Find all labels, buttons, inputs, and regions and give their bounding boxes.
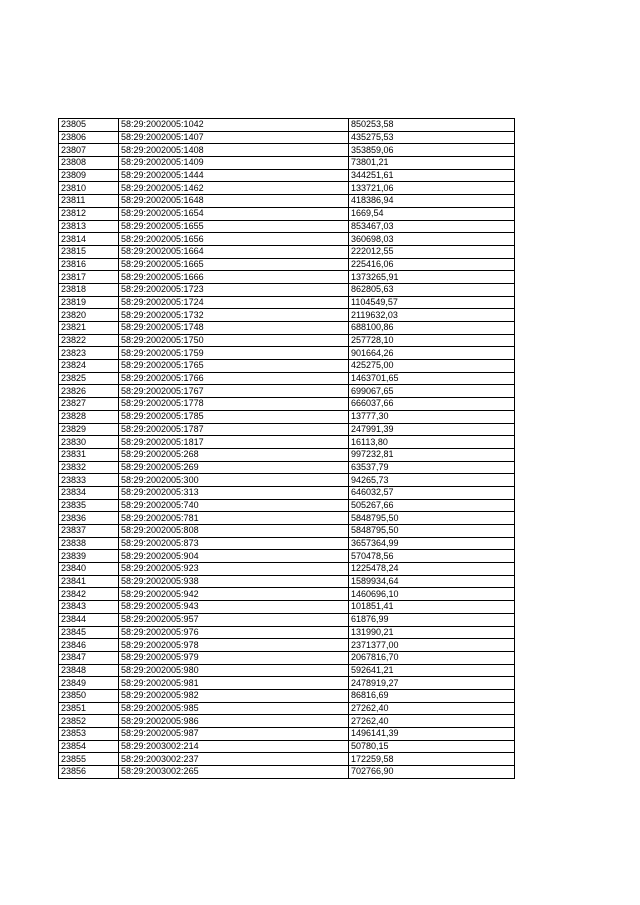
table-row bbox=[59, 144, 515, 157]
cadastral-code-cell: 58:29:2002005:781 bbox=[119, 512, 349, 525]
table-row bbox=[59, 525, 515, 538]
table-row bbox=[59, 372, 515, 385]
cadastral-code-cell: 58:29:2002005:943 bbox=[119, 601, 349, 614]
amount-cell: 360698,03 bbox=[349, 233, 515, 246]
amount-cell: 3657364,99 bbox=[349, 537, 515, 550]
row-id-cell: 23805 bbox=[59, 119, 119, 132]
table-row bbox=[59, 207, 515, 220]
row-id-cell: 23806 bbox=[59, 131, 119, 144]
table-row bbox=[59, 347, 515, 360]
cadastral-code-cell: 58:29:2002005:269 bbox=[119, 461, 349, 474]
amount-cell: 418386,94 bbox=[349, 195, 515, 208]
cadastral-code-cell: 58:29:2002005:1665 bbox=[119, 258, 349, 271]
table-row bbox=[59, 245, 515, 258]
cadastral-code-cell: 58:29:2002005:1766 bbox=[119, 372, 349, 385]
amount-cell: 850253,58 bbox=[349, 119, 515, 132]
table-row bbox=[59, 423, 515, 436]
row-id-cell: 23808 bbox=[59, 157, 119, 170]
row-id-cell: 23840 bbox=[59, 563, 119, 576]
amount-cell: 435275,53 bbox=[349, 131, 515, 144]
amount-cell: 133721,06 bbox=[349, 182, 515, 195]
amount-cell: 666037,66 bbox=[349, 398, 515, 411]
row-id-cell: 23818 bbox=[59, 283, 119, 296]
row-id-cell: 23827 bbox=[59, 398, 119, 411]
row-id-cell: 23814 bbox=[59, 233, 119, 246]
table-row bbox=[59, 271, 515, 284]
row-id-cell: 23850 bbox=[59, 689, 119, 702]
table-row bbox=[59, 512, 515, 525]
amount-cell: 592641,21 bbox=[349, 664, 515, 677]
row-id-cell: 23824 bbox=[59, 360, 119, 373]
table-row bbox=[59, 233, 515, 246]
row-id-cell: 23811 bbox=[59, 195, 119, 208]
cadastral-code-cell: 58:29:2002005:980 bbox=[119, 664, 349, 677]
row-id-cell: 23843 bbox=[59, 601, 119, 614]
cadastral-code-cell: 58:29:2002005:904 bbox=[119, 550, 349, 563]
table-row bbox=[59, 398, 515, 411]
table-row bbox=[59, 575, 515, 588]
row-id-cell: 23851 bbox=[59, 702, 119, 715]
cadastral-code-cell: 58:29:2002005:1787 bbox=[119, 423, 349, 436]
amount-cell: 1460696,10 bbox=[349, 588, 515, 601]
table-row bbox=[59, 283, 515, 296]
table-row bbox=[59, 689, 515, 702]
row-id-cell: 23856 bbox=[59, 766, 119, 779]
row-id-cell: 23829 bbox=[59, 423, 119, 436]
cadastral-code-cell: 58:29:2002005:1409 bbox=[119, 157, 349, 170]
cadastral-code-cell: 58:29:2002005:976 bbox=[119, 626, 349, 639]
row-id-cell: 23853 bbox=[59, 728, 119, 741]
row-id-cell: 23841 bbox=[59, 575, 119, 588]
table-row bbox=[59, 753, 515, 766]
amount-cell: 344251,61 bbox=[349, 169, 515, 182]
amount-cell: 1589934,64 bbox=[349, 575, 515, 588]
table-row bbox=[59, 766, 515, 779]
cadastral-code-cell: 58:29:2002005:1785 bbox=[119, 410, 349, 423]
amount-cell: 1373265,91 bbox=[349, 271, 515, 284]
table-row bbox=[59, 334, 515, 347]
row-id-cell: 23830 bbox=[59, 436, 119, 449]
cadastral-code-cell: 58:29:2002005:268 bbox=[119, 448, 349, 461]
row-id-cell: 23833 bbox=[59, 474, 119, 487]
cadastral-code-cell: 58:29:2002005:1656 bbox=[119, 233, 349, 246]
row-id-cell: 23855 bbox=[59, 753, 119, 766]
amount-cell: 702766,90 bbox=[349, 766, 515, 779]
amount-cell: 853467,03 bbox=[349, 220, 515, 233]
row-id-cell: 23848 bbox=[59, 664, 119, 677]
row-id-cell: 23823 bbox=[59, 347, 119, 360]
cadastral-code-cell: 58:29:2002005:923 bbox=[119, 563, 349, 576]
amount-cell: 27262,40 bbox=[349, 702, 515, 715]
cadastral-code-cell: 58:29:2002005:957 bbox=[119, 613, 349, 626]
table-row bbox=[59, 157, 515, 170]
table-row bbox=[59, 486, 515, 499]
amount-cell: 901664,26 bbox=[349, 347, 515, 360]
amount-cell: 5848795,50 bbox=[349, 525, 515, 538]
table-row bbox=[59, 702, 515, 715]
amount-cell: 699067,65 bbox=[349, 385, 515, 398]
row-id-cell: 23845 bbox=[59, 626, 119, 639]
amount-cell: 2371377,00 bbox=[349, 639, 515, 652]
table-row bbox=[59, 131, 515, 144]
row-id-cell: 23834 bbox=[59, 486, 119, 499]
cadastral-code-cell: 58:29:2002005:1732 bbox=[119, 309, 349, 322]
cadastral-code-cell: 58:29:2002005:1666 bbox=[119, 271, 349, 284]
cadastral-code-cell: 58:29:2002005:1042 bbox=[119, 119, 349, 132]
amount-cell: 1669,54 bbox=[349, 207, 515, 220]
table-row bbox=[59, 195, 515, 208]
row-id-cell: 23819 bbox=[59, 296, 119, 309]
table-row bbox=[59, 664, 515, 677]
cadastral-code-cell: 58:29:2002005:300 bbox=[119, 474, 349, 487]
row-id-cell: 23835 bbox=[59, 499, 119, 512]
cadastral-code-cell: 58:29:2002005:1654 bbox=[119, 207, 349, 220]
cadastral-code-cell: 58:29:2002005:1759 bbox=[119, 347, 349, 360]
row-id-cell: 23847 bbox=[59, 651, 119, 664]
row-id-cell: 23854 bbox=[59, 740, 119, 753]
cadastral-code-cell: 58:29:2002005:1648 bbox=[119, 195, 349, 208]
table-row bbox=[59, 601, 515, 614]
amount-cell: 247991,39 bbox=[349, 423, 515, 436]
row-id-cell: 23807 bbox=[59, 144, 119, 157]
row-id-cell: 23831 bbox=[59, 448, 119, 461]
table-row bbox=[59, 677, 515, 690]
row-id-cell: 23849 bbox=[59, 677, 119, 690]
row-id-cell: 23813 bbox=[59, 220, 119, 233]
table-row bbox=[59, 740, 515, 753]
amount-cell: 862805,63 bbox=[349, 283, 515, 296]
table-row bbox=[59, 448, 515, 461]
row-id-cell: 23828 bbox=[59, 410, 119, 423]
table-row bbox=[59, 461, 515, 474]
amount-cell: 86816,69 bbox=[349, 689, 515, 702]
amount-cell: 1225478,24 bbox=[349, 563, 515, 576]
cadastral-code-cell: 58:29:2002005:987 bbox=[119, 728, 349, 741]
amount-cell: 997232,81 bbox=[349, 448, 515, 461]
amount-cell: 225416,06 bbox=[349, 258, 515, 271]
row-id-cell: 23822 bbox=[59, 334, 119, 347]
data-table bbox=[58, 118, 515, 779]
row-id-cell: 23842 bbox=[59, 588, 119, 601]
amount-cell: 425275,00 bbox=[349, 360, 515, 373]
table-row bbox=[59, 728, 515, 741]
cadastral-code-cell: 58:29:2003002:237 bbox=[119, 753, 349, 766]
amount-cell: 16113,80 bbox=[349, 436, 515, 449]
cadastral-code-cell: 58:29:2002005:938 bbox=[119, 575, 349, 588]
row-id-cell: 23832 bbox=[59, 461, 119, 474]
row-id-cell: 23815 bbox=[59, 245, 119, 258]
table-row bbox=[59, 626, 515, 639]
table-row bbox=[59, 588, 515, 601]
row-id-cell: 23846 bbox=[59, 639, 119, 652]
cadastral-code-cell: 58:29:2002005:1655 bbox=[119, 220, 349, 233]
cadastral-code-cell: 58:29:2002005:1767 bbox=[119, 385, 349, 398]
table-row bbox=[59, 169, 515, 182]
cadastral-code-cell: 58:29:2002005:1765 bbox=[119, 360, 349, 373]
row-id-cell: 23816 bbox=[59, 258, 119, 271]
row-id-cell: 23817 bbox=[59, 271, 119, 284]
amount-cell: 131990,21 bbox=[349, 626, 515, 639]
table-row bbox=[59, 436, 515, 449]
cadastral-code-cell: 58:29:2002005:1664 bbox=[119, 245, 349, 258]
row-id-cell: 23810 bbox=[59, 182, 119, 195]
table-row bbox=[59, 474, 515, 487]
amount-cell: 73801,21 bbox=[349, 157, 515, 170]
cadastral-code-cell: 58:29:2002005:313 bbox=[119, 486, 349, 499]
table-row bbox=[59, 182, 515, 195]
amount-cell: 94265,73 bbox=[349, 474, 515, 487]
row-id-cell: 23820 bbox=[59, 309, 119, 322]
table-row bbox=[59, 499, 515, 512]
amount-cell: 2478919,27 bbox=[349, 677, 515, 690]
amount-cell: 50780,15 bbox=[349, 740, 515, 753]
row-id-cell: 23852 bbox=[59, 715, 119, 728]
row-id-cell: 23839 bbox=[59, 550, 119, 563]
cadastral-code-cell: 58:29:2002005:1817 bbox=[119, 436, 349, 449]
table-row bbox=[59, 651, 515, 664]
table-row bbox=[59, 119, 515, 132]
row-id-cell: 23844 bbox=[59, 613, 119, 626]
amount-cell: 688100,86 bbox=[349, 322, 515, 335]
table-row bbox=[59, 639, 515, 652]
table-row bbox=[59, 385, 515, 398]
amount-cell: 353859,06 bbox=[349, 144, 515, 157]
amount-cell: 101851,41 bbox=[349, 601, 515, 614]
amount-cell: 1463701,65 bbox=[349, 372, 515, 385]
amount-cell: 27262,40 bbox=[349, 715, 515, 728]
cadastral-code-cell: 58:29:2002005:1408 bbox=[119, 144, 349, 157]
amount-cell: 505267,66 bbox=[349, 499, 515, 512]
table-row bbox=[59, 563, 515, 576]
amount-cell: 570478,56 bbox=[349, 550, 515, 563]
table-row bbox=[59, 613, 515, 626]
table-row bbox=[59, 296, 515, 309]
row-id-cell: 23838 bbox=[59, 537, 119, 550]
cadastral-code-cell: 58:29:2002005:986 bbox=[119, 715, 349, 728]
cadastral-code-cell: 58:29:2003002:214 bbox=[119, 740, 349, 753]
table-row bbox=[59, 537, 515, 550]
table-body bbox=[59, 119, 515, 779]
cadastral-code-cell: 58:29:2002005:1462 bbox=[119, 182, 349, 195]
table-row bbox=[59, 258, 515, 271]
cadastral-code-cell: 58:29:2002005:942 bbox=[119, 588, 349, 601]
amount-cell: 1496141,39 bbox=[349, 728, 515, 741]
cadastral-code-cell: 58:29:2002005:1723 bbox=[119, 283, 349, 296]
table-row bbox=[59, 410, 515, 423]
amount-cell: 63537,79 bbox=[349, 461, 515, 474]
cadastral-code-cell: 58:29:2002005:985 bbox=[119, 702, 349, 715]
table-row bbox=[59, 360, 515, 373]
cadastral-code-cell: 58:29:2002005:981 bbox=[119, 677, 349, 690]
table-row bbox=[59, 309, 515, 322]
table-row bbox=[59, 715, 515, 728]
row-id-cell: 23821 bbox=[59, 322, 119, 335]
cadastral-code-cell: 58:29:2002005:1748 bbox=[119, 322, 349, 335]
amount-cell: 222012,55 bbox=[349, 245, 515, 258]
row-id-cell: 23812 bbox=[59, 207, 119, 220]
cadastral-code-cell: 58:29:2002005:1778 bbox=[119, 398, 349, 411]
cadastral-code-cell: 58:29:2002005:979 bbox=[119, 651, 349, 664]
table-row bbox=[59, 550, 515, 563]
row-id-cell: 23826 bbox=[59, 385, 119, 398]
row-id-cell: 23809 bbox=[59, 169, 119, 182]
cadastral-code-cell: 58:29:2002005:978 bbox=[119, 639, 349, 652]
amount-cell: 5848795,50 bbox=[349, 512, 515, 525]
table-row bbox=[59, 322, 515, 335]
amount-cell: 2067816,70 bbox=[349, 651, 515, 664]
cadastral-code-cell: 58:29:2002005:1750 bbox=[119, 334, 349, 347]
amount-cell: 13777,30 bbox=[349, 410, 515, 423]
cadastral-code-cell: 58:29:2003002:265 bbox=[119, 766, 349, 779]
cadastral-code-cell: 58:29:2002005:808 bbox=[119, 525, 349, 538]
row-id-cell: 23837 bbox=[59, 525, 119, 538]
amount-cell: 1104549,57 bbox=[349, 296, 515, 309]
table-row bbox=[59, 220, 515, 233]
row-id-cell: 23825 bbox=[59, 372, 119, 385]
row-id-cell: 23836 bbox=[59, 512, 119, 525]
cadastral-code-cell: 58:29:2002005:740 bbox=[119, 499, 349, 512]
amount-cell: 61876,99 bbox=[349, 613, 515, 626]
amount-cell: 2119632,03 bbox=[349, 309, 515, 322]
cadastral-code-cell: 58:29:2002005:1407 bbox=[119, 131, 349, 144]
cadastral-code-cell: 58:29:2002005:1444 bbox=[119, 169, 349, 182]
amount-cell: 257728,10 bbox=[349, 334, 515, 347]
cadastral-code-cell: 58:29:2002005:1724 bbox=[119, 296, 349, 309]
cadastral-code-cell: 58:29:2002005:982 bbox=[119, 689, 349, 702]
cadastral-code-cell: 58:29:2002005:873 bbox=[119, 537, 349, 550]
amount-cell: 172259,58 bbox=[349, 753, 515, 766]
amount-cell: 646032,57 bbox=[349, 486, 515, 499]
